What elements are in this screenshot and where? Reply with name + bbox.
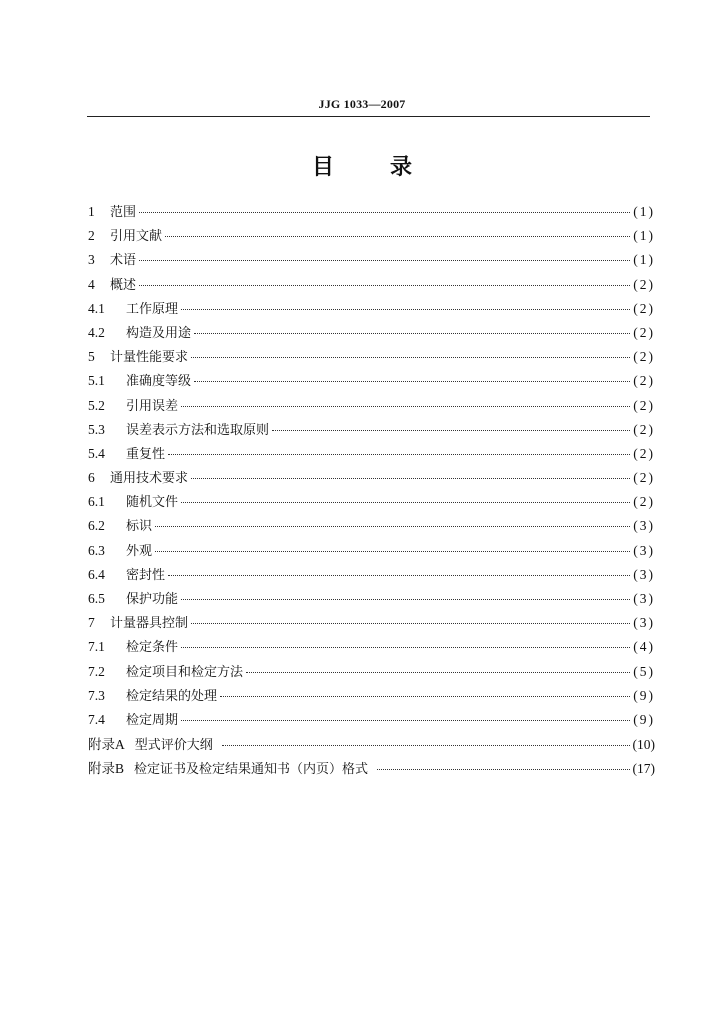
page-title-right: 录 <box>390 154 413 180</box>
toc-entry-label: 密封性 <box>126 567 166 583</box>
toc-entry-number: 5.3 <box>88 421 105 437</box>
page-title <box>0 150 724 181</box>
table-of-contents <box>88 201 655 782</box>
toc-entry-label: 术语 <box>110 253 137 269</box>
toc-entry-number: 3 <box>88 252 95 268</box>
toc-appendix-number: 附录B <box>88 761 125 777</box>
toc-entry-page: (17) <box>632 761 655 777</box>
toc-leader-dots <box>272 430 630 431</box>
toc-entry-label: 计量器具控制 <box>110 616 189 632</box>
toc-leader-dots <box>139 285 630 286</box>
toc-entry-label: 概述 <box>110 277 137 293</box>
toc-entry-label: 检定周期 <box>126 712 179 728</box>
toc-leader-dots <box>220 696 630 697</box>
toc-entry <box>88 395 655 419</box>
toc-entry-page: (3) <box>633 542 655 558</box>
toc-entry <box>88 636 655 660</box>
toc-entry-number: 5 <box>88 349 95 365</box>
toc-entry <box>88 612 655 636</box>
toc-leader-dots <box>191 357 630 358</box>
toc-entry-number: 6.1 <box>88 494 105 510</box>
toc-entry-number: 5.1 <box>88 373 105 389</box>
toc-entry-number: 7.4 <box>88 711 105 727</box>
toc-entry-page: (2) <box>633 349 655 365</box>
toc-entry-page: (2) <box>633 445 655 461</box>
toc-entry-label: 保护功能 <box>126 592 179 607</box>
toc-entry <box>88 346 655 370</box>
toc-entry-label: 通用技术要求 <box>110 471 189 487</box>
toc-leader-dots <box>181 647 630 648</box>
toc-leader-dots <box>155 551 630 552</box>
toc-entry-number: 4.2 <box>88 324 105 340</box>
toc-entry <box>88 467 655 491</box>
toc-entry-label: 引用文献 <box>110 229 163 245</box>
toc-entry-page: (9) <box>633 711 655 727</box>
toc-entry-label: 标识 <box>126 519 153 535</box>
toc-entry-page: (4) <box>633 639 655 655</box>
toc-entry-page: (2) <box>633 421 655 437</box>
toc-entry-label: 范围 <box>110 205 137 220</box>
toc-entry-label: 外观 <box>126 543 153 559</box>
toc-leader-dots <box>246 672 630 673</box>
toc-entry-label: 检定证书及检定结果通知书（内页）格式 <box>134 762 369 778</box>
toc-entry-label: 准确度等级 <box>126 374 192 390</box>
toc-entry <box>88 370 655 394</box>
toc-leader-dots <box>168 575 630 576</box>
toc-entry-label: 型式评价大纲 <box>134 738 213 754</box>
toc-entry-number: 1 <box>88 204 95 219</box>
toc-entry-number: 7.3 <box>88 687 105 703</box>
toc-entry <box>88 298 655 322</box>
toc-entry-page: (9) <box>633 687 655 703</box>
toc-entry-number: 5.4 <box>88 445 105 461</box>
toc-entry <box>88 709 655 733</box>
toc-leader-dots <box>155 526 630 527</box>
toc-entry <box>88 588 655 612</box>
toc-entry-page: (2) <box>633 300 655 316</box>
toc-entry-page: (1) <box>633 252 655 268</box>
toc-entry <box>88 322 655 346</box>
toc-leader-dots <box>181 599 630 600</box>
toc-entry <box>88 685 655 709</box>
toc-entry <box>88 491 655 515</box>
toc-leader-dots <box>191 623 630 624</box>
toc-entry-label: 引用误差 <box>126 398 179 414</box>
toc-entry-number: 6 <box>88 470 95 486</box>
toc-entry-label: 随机文件 <box>126 495 179 511</box>
toc-entry-number: 4 <box>88 276 95 292</box>
toc-entry-number: 5.2 <box>88 397 105 413</box>
toc-entry-page: (2) <box>633 397 655 413</box>
toc-entry-page: (2) <box>633 276 655 292</box>
toc-leader-dots <box>181 309 630 310</box>
toc-leader-dots <box>194 333 630 334</box>
toc-entry-number: 7.1 <box>88 639 105 655</box>
toc-leader-dots <box>168 454 630 455</box>
toc-leader-dots <box>181 502 630 503</box>
toc-leader-dots <box>222 745 630 746</box>
toc-entry-number: 6.2 <box>88 518 105 534</box>
toc-entry-label: 计量性能要求 <box>110 350 189 366</box>
toc-entry-number: 2 <box>88 228 95 244</box>
toc-entry-number: 7 <box>88 615 95 631</box>
toc-leader-dots <box>181 720 630 721</box>
toc-entry-label: 误差表示方法和选取原则 <box>126 422 270 438</box>
toc-entry-label: 工作原理 <box>126 301 179 317</box>
toc-entry-label: 检定项目和检定方法 <box>126 664 244 680</box>
toc-entry <box>88 419 655 443</box>
toc-entry-page: (1) <box>633 228 655 244</box>
toc-leader-dots <box>139 212 630 213</box>
toc-entry-number: 6.3 <box>88 542 105 558</box>
toc-entry-label: 构造及用途 <box>126 325 192 341</box>
toc-entry-page: (3) <box>633 518 655 534</box>
toc-entry <box>88 515 655 539</box>
toc-appendix-number: 附录A <box>88 737 125 753</box>
toc-entry-appendix <box>88 757 655 781</box>
toc-entry-page: (3) <box>633 591 655 606</box>
toc-entry-label: 检定条件 <box>126 640 179 656</box>
toc-leader-dots <box>377 769 629 770</box>
toc-entry <box>88 274 655 298</box>
toc-entry-page: (2) <box>633 324 655 340</box>
toc-entry-label: 检定结果的处理 <box>126 688 218 704</box>
toc-entry <box>88 201 655 225</box>
toc-entry-page: (2) <box>633 470 655 486</box>
toc-leader-dots <box>191 478 630 479</box>
header-rule <box>87 116 650 117</box>
page-title-left: 目 <box>311 154 334 180</box>
toc-entry-number: 7.2 <box>88 663 105 679</box>
toc-entry-page: (5) <box>633 663 655 679</box>
toc-entry-page: (2) <box>633 494 655 510</box>
toc-entry-number: 4.1 <box>88 300 105 316</box>
toc-leader-dots <box>181 406 630 407</box>
toc-entry-number: 6.4 <box>88 566 105 582</box>
toc-entry-number: 6.5 <box>88 591 105 606</box>
toc-entry <box>88 249 655 273</box>
toc-entry <box>88 564 655 588</box>
toc-entry-label: 重复性 <box>126 446 166 462</box>
toc-leader-dots <box>139 260 630 261</box>
toc-entry <box>88 540 655 564</box>
toc-leader-dots <box>165 236 630 237</box>
toc-entry-page: (3) <box>633 615 655 631</box>
toc-entry-page: (2) <box>633 373 655 389</box>
toc-entry-page: (3) <box>633 566 655 582</box>
toc-entry-page: (1) <box>633 204 655 219</box>
toc-entry-appendix <box>88 733 655 757</box>
toc-entry <box>88 661 655 685</box>
toc-entry <box>88 225 655 249</box>
toc-leader-dots <box>194 381 630 382</box>
toc-entry <box>88 443 655 467</box>
toc-entry-page: (10) <box>632 737 655 753</box>
document-code-header: JJG 1033—2007 <box>318 97 406 111</box>
